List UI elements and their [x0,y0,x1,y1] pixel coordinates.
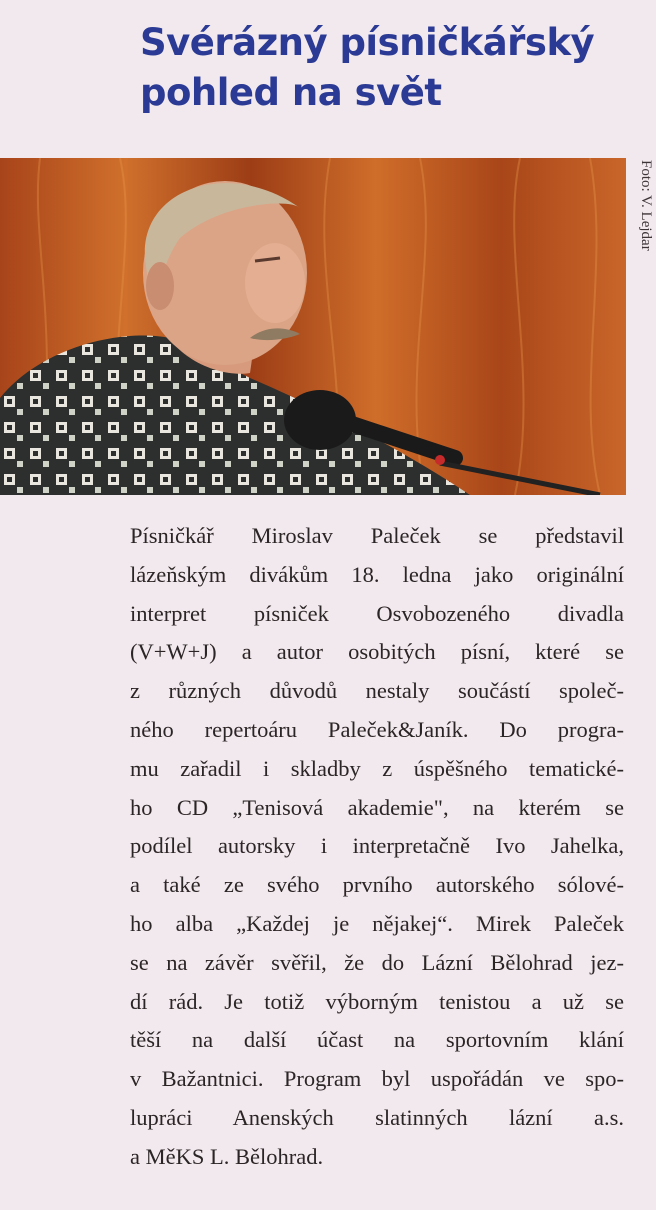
article-title [140,18,640,118]
body-line: z různých důvodů nestaly součástí společ- [130,678,624,704]
body-line: podílel autorsky i interpretačně Ivo Jahelka, [130,833,624,859]
body-line: lupráci Anenských slatinných lázní a.s. [130,1104,624,1130]
singer-photo-illustration [0,158,626,495]
body-line: mu zařadil i skladby z úspěšného tematické- [130,755,624,781]
body-line: těší na další účast na sportovním klání [130,1027,624,1053]
body-line: lázeňským divákům 18. ledna jako originální [130,561,624,587]
title-line-2: pohled na svět [140,71,442,114]
body-line: interpret písniček Osvobozeného divadla [130,600,624,626]
title-line-1: Svérázný písničkářský [140,21,595,64]
article-body [130,517,624,1177]
body-line: ného repertoáru Paleček&Janík. Do progra- [130,716,624,742]
article-photo [0,158,626,495]
photo-credit: Foto: V. Lejdar [638,160,654,251]
body-line: (V+W+J) a autor osobitých písní, které se [130,639,624,665]
body-line: Písničkář Miroslav Paleček se představil [130,523,624,548]
body-line: a MěKS L. Bělohrad. [130,1143,324,1169]
body-line: dí rád. Je totiž výborným tenistou a už se [130,988,624,1014]
body-line: ho CD „Tenisová akademie", na kterém se [130,794,624,820]
body-line: ho alba „Každej je nějakej“. Mirek Paleček [130,910,624,936]
body-line: v Bažantnici. Program byl uspořádán ve spo- [130,1066,624,1092]
body-line: a také ze svého prvního autorského sólové- [130,872,624,898]
body-line: se na závěr svěřil, že do Lázní Bělohrad jez- [130,949,624,975]
